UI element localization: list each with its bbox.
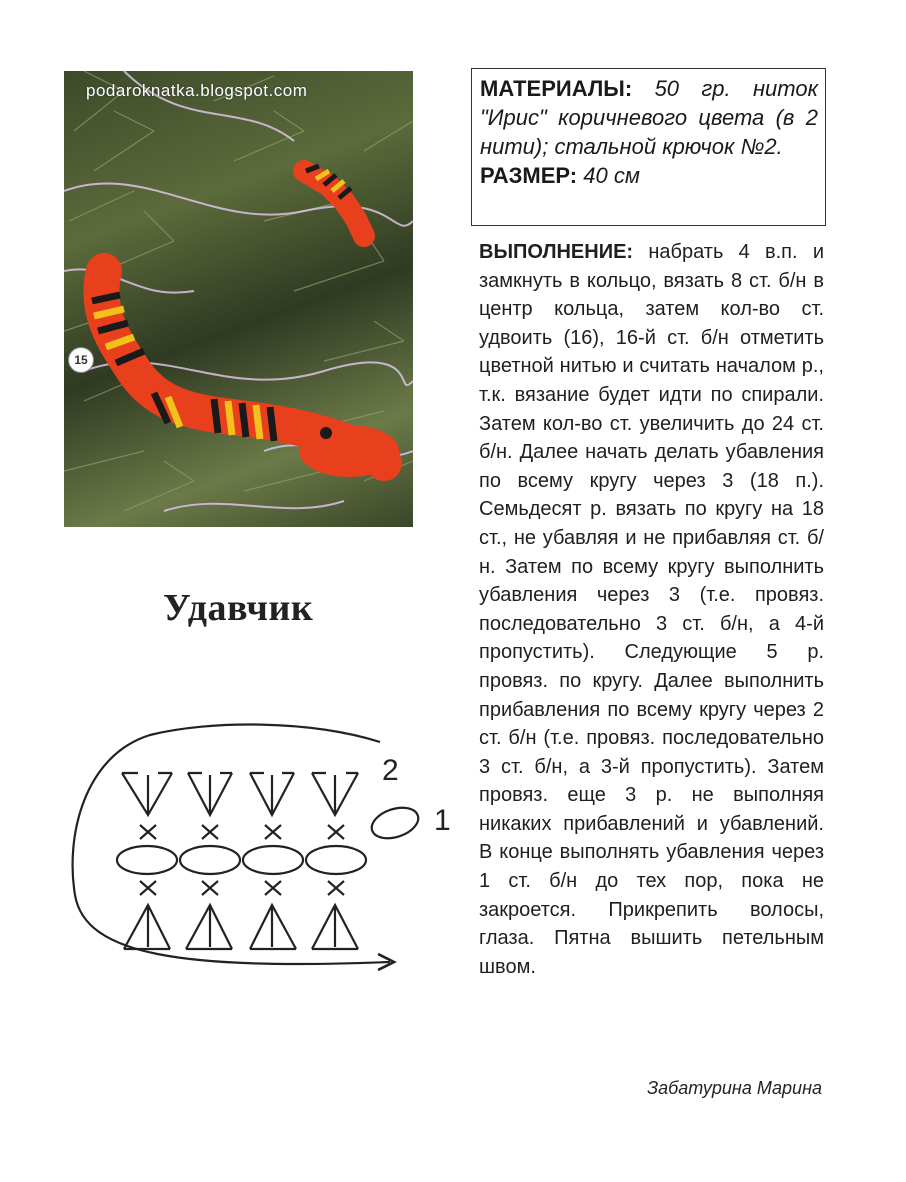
page-number-badge: 15 [68,347,94,373]
chain-oval [306,846,366,874]
pattern-title: Удавчик [163,587,314,629]
chain-oval [180,846,240,874]
start-ring [368,802,422,843]
decrease-symbols-lower [124,905,358,949]
spiral-path [73,725,390,964]
single-crochet-row-upper [140,825,344,839]
increase-symbols-upper [122,773,358,815]
row-label-2: 2 [382,754,399,787]
materials-box [471,68,826,226]
size-label: РАЗМЕР: [480,163,578,188]
materials-text: 50 гр. ниток "Ирис" коричневого цвета (в 2 нити); стальной крючок №2. [480,76,818,159]
single-crochet-row-lower [140,881,344,895]
chain-oval [243,846,303,874]
watermark-text: podaroknatka.blogspot.com [86,81,308,100]
author-name: Забатурина Марина [647,1078,822,1098]
size-text: 40 см [583,163,640,188]
instructions-block [479,238,824,981]
photo-illustration [64,71,413,527]
row-label-1: 1 [434,804,451,837]
instructions-text: набрать 4 в.п. и замкнуть в кольцо, вязать 8 ст. б/н в центр кольца, затем кол-во ст. удвоить (16), 16-й ст. б/н отметить цветной нитью и считать началом р., т.к. вязание будет идти по спирали. Затем кол-во ст. увеличить до 24 ст. б/н. Далее начать делать убавления по всему кругу через 3 (18 п.). Семьдесят р. вязать по кругу на 18 ст., не убавляя и не прибавляя ст. б/н. Затем по всему кругу выполнить убавления через 3 (т.е. провяз. последовательно 3 ст. б/н, а 4-й пропустить). Следующие 5 р. провяз. по кругу. Далее выполнить прибавления по всему кругу через 2 ст. б/н (т.е. провяз. последовательно 3 ст. б/н, а 3-й пропустить). Затем провяз. еще 3 р. не выполняя никаких прибавлений и убавлений. В конце выполнять убавления через 1 ст. б/н до тех пор, пока не закроется. Прикрепить волосы, глаза. Пятна вышить петельным швом. [479,241,824,978]
crochet-diagram [60,715,460,985]
instructions-label: ВЫПОЛНЕНИЕ: [479,241,634,263]
chain-oval [117,846,177,874]
snake-photo [64,71,413,527]
materials-label: МАТЕРИАЛЫ: [480,76,633,101]
